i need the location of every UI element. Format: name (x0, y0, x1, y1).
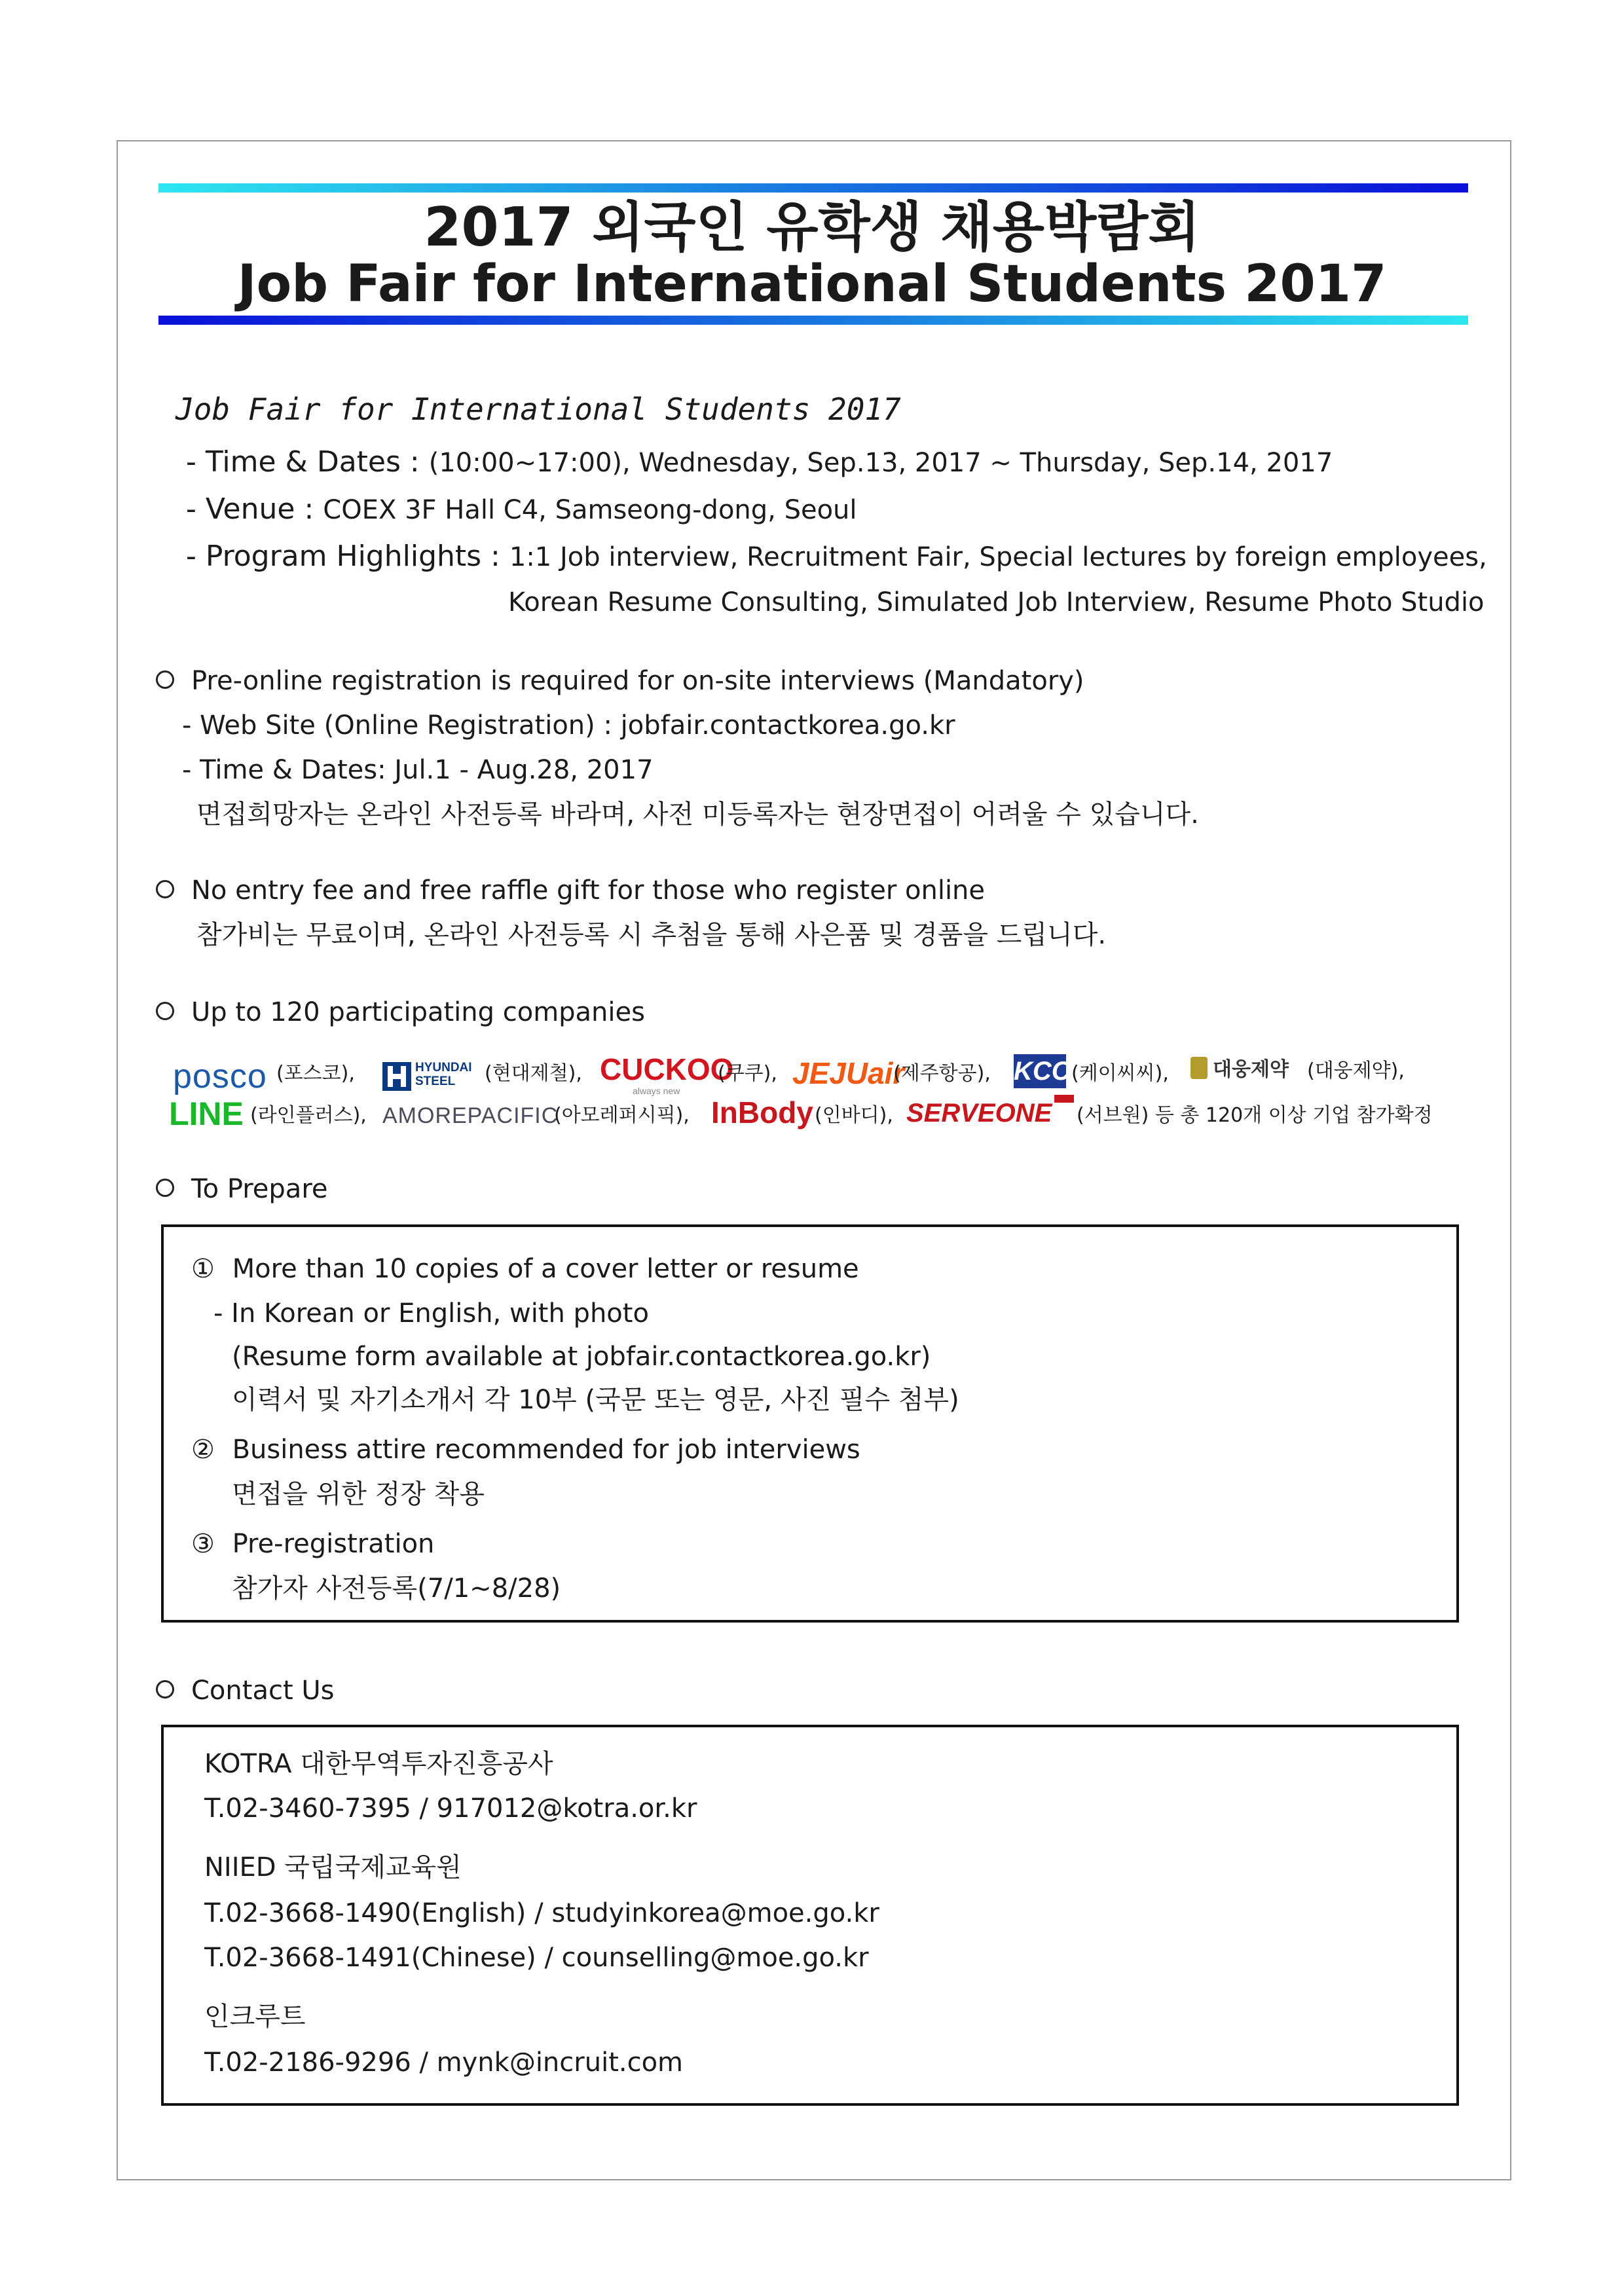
prepare-item-2-title: Business attire recommended for job interviews (232, 1435, 860, 1465)
prepare-item-3-ko: 참가자 사전등록(7/1~8/28) (232, 1573, 561, 1604)
jejuair-logo: JEJUair (792, 1056, 905, 1090)
posco-logo: posco (173, 1057, 267, 1095)
incruit-name: 인크루트 (204, 2002, 306, 2032)
circle-bullet-icon (156, 1680, 174, 1698)
kcc-label: (케이씨씨), (1071, 1062, 1169, 1085)
prepare-item-2-ko: 면접을 위한 정장 착용 (232, 1479, 485, 1509)
header-gradient-bar-top (158, 183, 1468, 193)
hyundai-steel-icon (382, 1062, 411, 1091)
time-dates-label: - Time & Dates : (186, 445, 429, 479)
daewoong-logo: 대웅제약 (1213, 1059, 1289, 1080)
fee-bullet: No entry fee and free raffle gift for those who register online (191, 875, 986, 906)
cuckoo-label: (쿠쿠), (718, 1062, 777, 1085)
prepare-item-2 (191, 1433, 860, 1467)
kotra-info: T.02-3460-7395 / 917012@kotra.or.kr (204, 1793, 697, 1824)
prepare-item-1-sub-2: (Resume form available at jobfair.contactkorea.go.kr) (232, 1342, 931, 1372)
cuckoo-tagline: always new (633, 1086, 680, 1096)
prepare-bullet-row (156, 1172, 328, 1206)
registration-website: - Web Site (Online Registration) : jobfair.contactkorea.go.kr (182, 710, 955, 741)
circle-bullet-icon (156, 880, 174, 898)
time-dates-value: (10:00~17:00), Wednesday, Sep.13, 2017 ~ Thursday, Sep.14, 2017 (428, 448, 1333, 478)
overview-heading: Job Fair for International Students 2017 (175, 392, 901, 427)
kcc-logo: KCC (1014, 1054, 1066, 1088)
fee-note-ko: 참가비는 무료이며, 온라인 사전등록 시 추첨을 통해 사은품 및 경품을 드립니다. (196, 920, 1107, 950)
prepare-item-1-sub-1: - In Korean or English, with photo (213, 1298, 649, 1329)
fee-bullet-row (156, 873, 985, 908)
prepare-item-1-number: ① (191, 1254, 215, 1284)
serveone-logo: SERVEONE (906, 1099, 1052, 1128)
niied-english-contact: T.02-3668-1490(English) / studyinkorea@moe.go.kr (204, 1898, 879, 1928)
venue-label: - Venue : (186, 492, 323, 526)
contact-bullet-row (156, 1674, 334, 1708)
jejuair-label: (제주항공), (893, 1062, 991, 1085)
niied-name: NIIED 국립국제교육원 (204, 1852, 462, 1882)
circle-bullet-icon (156, 1179, 174, 1197)
prepare-item-1-title: More than 10 copies of a cover letter or resume (232, 1254, 859, 1284)
companies-bullet-row (156, 995, 645, 1029)
posco-label: (포스코), (276, 1062, 355, 1085)
program-label: - Program Highlights : (186, 540, 509, 573)
hyundai-steel-logo: HYUNDAI STEEL (415, 1061, 472, 1088)
venue-row (186, 492, 857, 527)
circle-bullet-icon (156, 1002, 174, 1020)
daewoong-label: (대웅제약), (1307, 1059, 1405, 1082)
venue-value: COEX 3F Hall C4, Samseong-dong, Seoul (323, 495, 857, 525)
line-label: (라인플러스), (250, 1104, 367, 1127)
hyundai-steel-label: (현대제철), (485, 1062, 582, 1085)
header-gradient-bar-bottom (158, 316, 1468, 325)
prepare-item-2-number: ② (191, 1435, 215, 1465)
niied-chinese-contact: T.02-3668-1491(Chinese) / counselling@moe.go.kr (204, 1943, 869, 1973)
amorepacific-logo: AMOREPACIFIC (382, 1103, 559, 1128)
amorepacific-label: (아모레퍼시픽), (554, 1104, 690, 1127)
companies-bullet: Up to 120 participating companies (191, 997, 645, 1027)
program-line-2: Korean Resume Consulting, Simulated Job Interview, Resume Photo Studio (508, 587, 1485, 617)
incruit-info: T.02-2186-9296 / mynk@incruit.com (204, 2047, 684, 2078)
line-logo: LINE (169, 1095, 244, 1132)
prepare-item-1 (191, 1252, 859, 1286)
inbody-label: (인바디), (815, 1104, 893, 1127)
prepare-bullet: To Prepare (191, 1174, 328, 1204)
title-english: Job Fair for International Students 2017 (237, 255, 1387, 314)
registration-note-ko: 면접희망자는 온라인 사전등록 바라며, 사전 미등록자는 현장면접이 어려울 수 있습니다. (196, 799, 1199, 830)
title-korean: 2017 외국인 유학생 채용박람회 (424, 196, 1200, 259)
inbody-logo: InBody (711, 1095, 813, 1129)
prepare-item-3 (191, 1527, 434, 1561)
kotra-name: KOTRA 대한무역투자진흥공사 (204, 1749, 553, 1779)
prepare-item-3-title: Pre-registration (232, 1529, 435, 1559)
registration-bullet: Pre-online registration is required for on-site interviews (Mandatory) (191, 666, 1084, 696)
prepare-item-1-ko: 이력서 및 자기소개서 각 10부 (국문 또는 영문, 사진 필수 첨부) (232, 1385, 959, 1415)
registration-bullet-row (156, 664, 1084, 698)
time-dates-row (186, 445, 1333, 480)
daewoong-icon (1190, 1057, 1208, 1079)
registration-dates: - Time & Dates: Jul.1 - Aug.28, 2017 (182, 755, 654, 785)
program-line-1: 1:1 Job interview, Recruitment Fair, Special lectures by foreign employees, (509, 542, 1487, 572)
prepare-item-3-number: ③ (191, 1529, 215, 1559)
cuckoo-logo: CUCKOO (600, 1052, 734, 1086)
serveone-label: (서브원) 등 총 120개 이상 기업 참가확정 (1077, 1104, 1433, 1127)
contact-bullet: Contact Us (191, 1676, 335, 1706)
serveone-accent-icon (1054, 1095, 1074, 1103)
program-row (186, 540, 1487, 574)
circle-bullet-icon (156, 670, 174, 689)
